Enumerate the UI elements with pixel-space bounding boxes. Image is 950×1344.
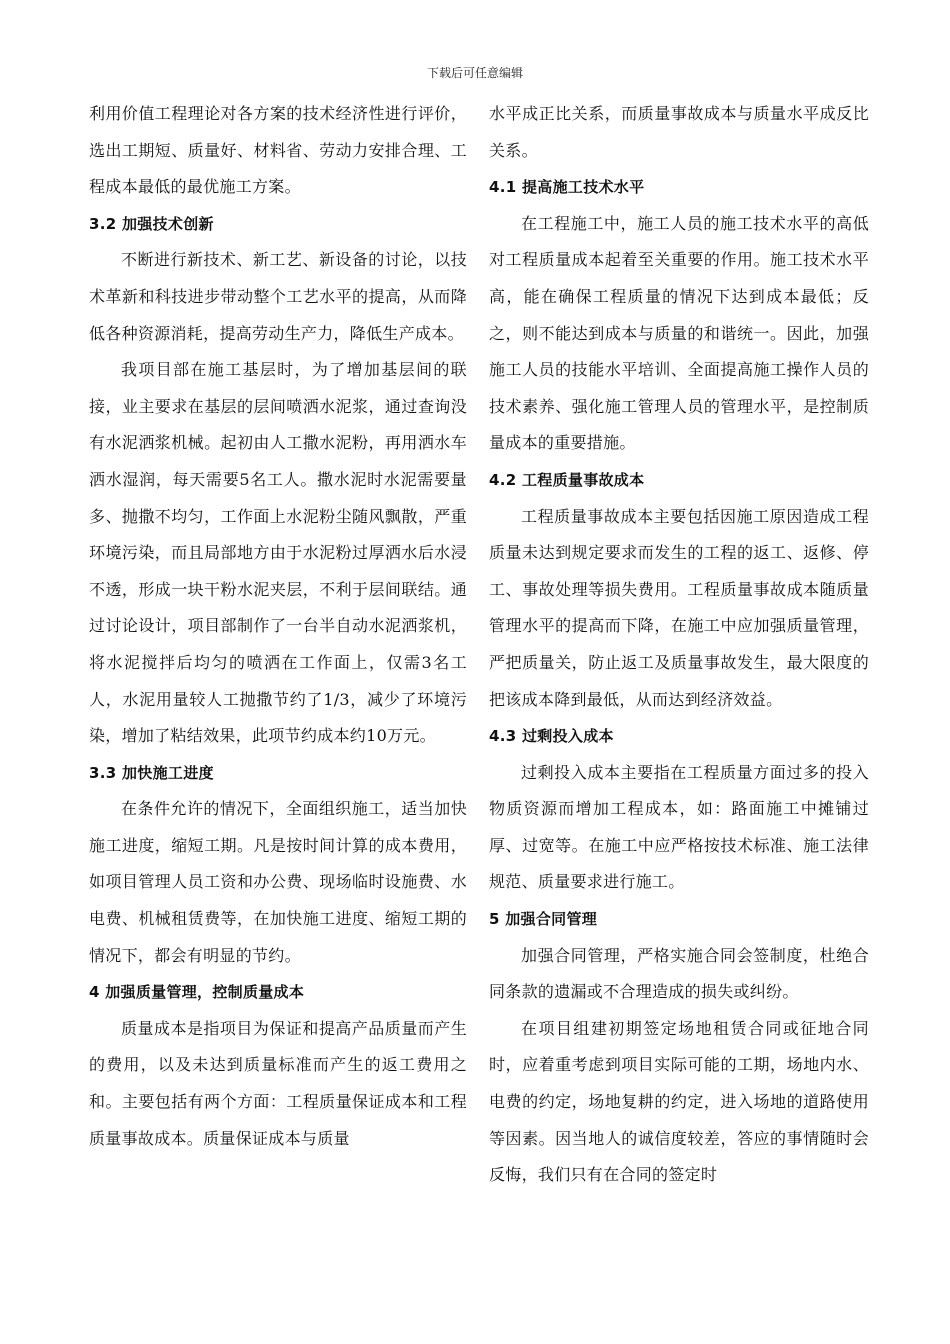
paragraph: 过剩投入成本主要指在工程质量方面过多的投入物质资源而增加工程成本，如：路面施工中摊铺过厚、过宽等。在施工中应严格按技术标准、施工法律规范、质量要求进行施工。	[489, 762, 869, 892]
page-header: 下载后可任意编辑	[426, 66, 523, 80]
section-heading: 3.3 加快施工进度	[89, 763, 214, 782]
paragraph: 不断进行新技术、新工艺、新设备的讨论，以技术革新和科技进步带动整个工艺水平的提高，从而降低各种资源消耗，提高劳动生产力，降低生产成本。	[89, 250, 467, 343]
left-column	[89, 96, 467, 1157]
paragraph: 加强合同管理，严格实施合同会签制度，杜绝合同条款的遗漏或不合理造成的损失或纠纷。	[489, 945, 869, 1002]
section-heading: 4.1 提高施工技术水平	[489, 178, 645, 197]
section-heading: 3.2 加强技术创新	[89, 214, 214, 233]
right-column	[489, 96, 869, 1194]
paragraph: 水平成正比关系，而质量事故成本与质量水平成反比关系。	[489, 104, 869, 160]
section-heading: 4.2 工程质量事故成本	[489, 470, 645, 489]
paragraph: 我项目部在施工基层时，为了增加基层间的联接，业主要求在基层的层间喷洒水泥浆，通过查询没有水泥洒浆机械。起初由人工撒水泥粉，再用洒水车洒水湿润，每天需要5名工人。撒水泥时水泥需要量多、抛撒不均匀，工作面上水泥粉尘随风飘散，严重环境污染，而且局部地方由于水泥粉过厚洒水后水浸不透，形成一块干粉水泥夹层，不利于层间联结。通过讨论设计，项目部制作了一台半自动水泥洒浆机，将水泥搅拌后均匀的喷洒在工作面上，仅需3名工人，水泥用量较人工抛撒节约了1/3，减少了环境污染，增加了粘结效果，此项节约成本约10万元。	[89, 360, 467, 746]
paragraph: 质量成本是指项目为保证和提高产品质量而产生的费用，以及未达到质量标准而产生的返工费用之和。主要包括有两个方面：工程质量保证成本和工程质量事故成本。质量保证成本与质量	[89, 1018, 467, 1148]
section-heading: 4 加强质量管理，控制质量成本	[89, 983, 305, 1002]
section-heading: 4.3 过剩投入成本	[489, 727, 614, 746]
paragraph: 在条件允许的情况下，全面组织施工，适当加快施工进度，缩短工期。凡是按时间计算的成本费用，如项目管理人员工资和办公费、现场临时设施费、水电费、机械租赁费等，在加快施工进度、缩短工期的情况下，都会有明显的节约。	[89, 799, 467, 965]
paragraph: 在项目组建初期签定场地租赁合同或征地合同时，应着重考虑到项目实际可能的工期，场地内水、电费的约定，场地复耕的约定，进入场地的道路使用等因素。因当地人的诚信度较差，答应的事情随时会反悔，我们只有在合同的签定时	[489, 1018, 869, 1185]
paragraph: 工程质量事故成本主要包括因施工原因造成工程质量未达到规定要求而发生的工程的返工、返修、停工、事故处理等损失费用。工程质量事故成本随质量管理水平的提高而下降，在施工中应加强质量管理，严把质量关，防止返工及质量事故发生，最大限度的把该成本降到最低，从而达到经济效益。	[489, 506, 869, 709]
section-heading: 5 加强合同管理	[489, 910, 598, 929]
paragraph: 在工程施工中，施工人员的施工技术水平的高低对工程质量成本起着至关重要的作用。施工技术水平高，能在确保工程质量的情况下达到成本最低；反之，则不能达到成本与质量的和谐统一。因此，加强施工人员的技能水平培训、全面提高施工操作人员的技术素养、强化施工管理人员的管理水平，是控制质量成本的重要措施。	[489, 213, 869, 453]
paragraph: 利用价值工程理论对各方案的技术经济性进行评价，选出工期短、质量好、材料省、劳动力安排合理、工程成本最低的最优施工方案。	[89, 104, 467, 197]
